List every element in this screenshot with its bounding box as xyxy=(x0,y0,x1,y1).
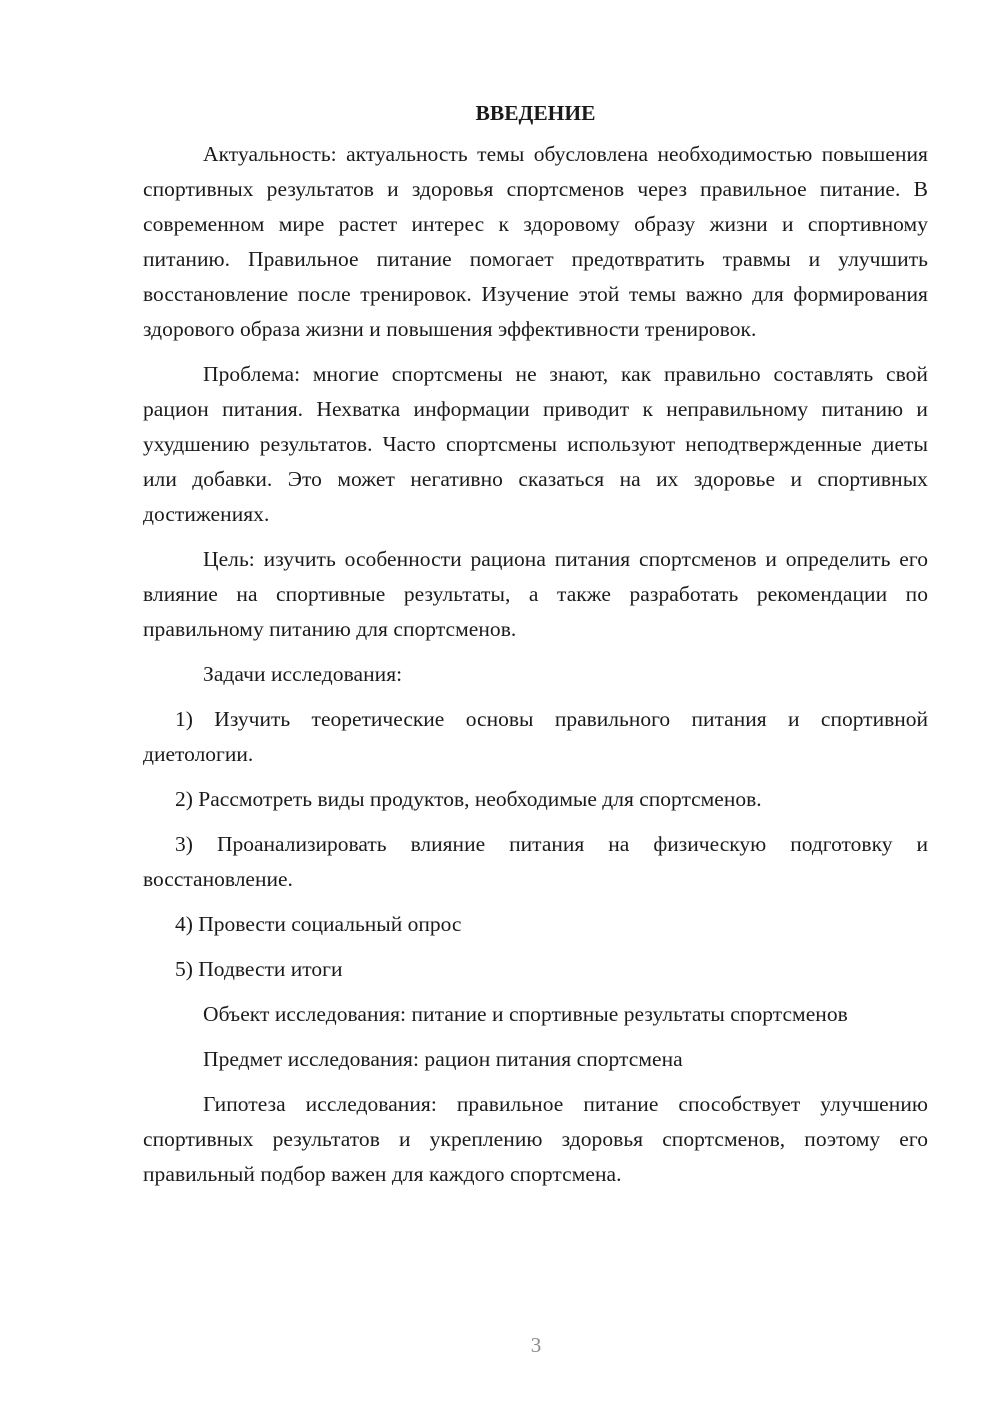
paragraph-tasks-heading: Задачи исследования: xyxy=(203,662,403,686)
page-number: 3 xyxy=(530,1333,542,1357)
paragraph-goal: Цель: изучить особенности рациона питания спортсменов и определить его влияние на спортивные результаты, а также разработать рекомендации по правильному питанию для спортсменов. xyxy=(143,547,928,641)
task-item-5: 5) Подвести итоги xyxy=(175,957,343,981)
task-item-2: 2) Рассмотреть виды продуктов, необходимые для спортсменов. xyxy=(175,787,762,811)
section-title: ВВЕДЕНИЕ xyxy=(475,101,596,125)
paragraph-object: Объект исследования: питание и спортивные результаты спортсменов xyxy=(203,1002,848,1026)
page-content xyxy=(143,96,928,1202)
paragraph-hypothesis: Гипотеза исследования: правильное питание способствует улучшению спортивных результатов и укреплению здоровья спортсменов, поэтому его правильный подбор важен для каждого спортсмена. xyxy=(143,1092,928,1186)
paragraph-subject: Предмет исследования: рацион питания спортсмена xyxy=(203,1047,683,1071)
task-item-1: 1) Изучить теоретические основы правильного питания и спортивной диетологии. xyxy=(143,707,928,766)
task-item-4: 4) Провести социальный опрос xyxy=(175,912,462,936)
task-item-3: 3) Проанализировать влияние питания на физическую подготовку и восстановление. xyxy=(143,832,928,891)
paragraph-problem: Проблема: многие спортсмены не знают, как правильно составлять свой рацион питания. Нехватка информации приводит к неправильному питанию и ухудшению результатов. Часто спортсмены используют неподтвержденные диеты или добавки. Это может негативно сказаться на их здоровье и спортивных достижениях. xyxy=(143,362,928,526)
paragraph-relevance: Актуальность: актуальность темы обусловлена необходимостью повышения спортивных результатов и здоровья спортсменов через правильное питание. В современном мире растет интерес к здоровому образу жизни и спортивному питанию. Правильное питание помогает предотвратить травмы и улучшить восстановление после тренировок. Изучение этой темы важно для формирования здорового образа жизни и повышения эффективности тренировок. xyxy=(143,142,928,341)
